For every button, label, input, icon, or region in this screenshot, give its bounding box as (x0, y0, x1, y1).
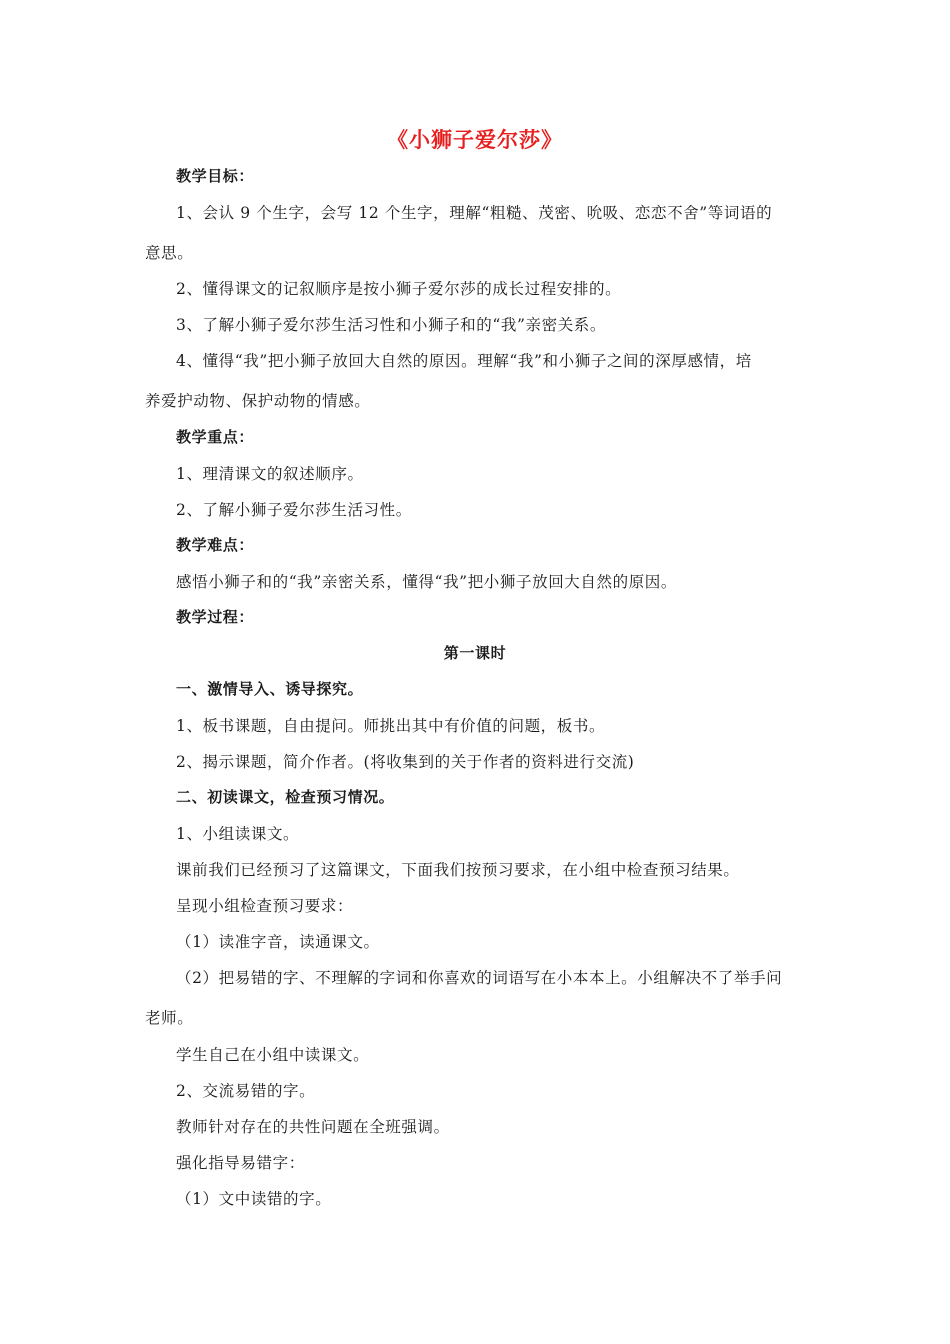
part-2-requirement-2-line-1: （2）把易错的字、不理解的字词和你喜欢的词语写在小本本上。小组解决不了举手问 (176, 969, 783, 987)
difficulty-heading: 教学难点： (176, 536, 255, 554)
lesson-heading: 第一课时 (443, 644, 507, 662)
part-2-requirement-2-line-2: 老师。 (145, 1009, 194, 1027)
part-2-guide-1: （1）文中读错的字。 (176, 1190, 332, 1208)
part-1-item-1: 1、板书课题，自由提问。师挑出其中有价值的问题，板书。 (176, 717, 606, 735)
part-2-guide: 强化指导易错字： (176, 1154, 305, 1172)
part-2-item-1-text: 课前我们已经预习了这篇课文，下面我们按预习要求，在小组中检查预习结果。 (176, 861, 740, 879)
key-point-2: 2、了解小狮子爱尔莎生活习性。 (176, 501, 412, 519)
process-heading: 教学过程： (176, 608, 255, 626)
part-2-requirements: 呈现小组检查预习要求： (176, 897, 354, 915)
goal-4-line-1: 4、懂得“我”把小狮子放回大自然的原因。理解“我”和小狮子之间的深厚感情，培 (176, 352, 752, 370)
part-2-item-2: 2、交流易错的字。 (176, 1082, 316, 1100)
difficulty-1: 感悟小狮子和的“我”亲密关系，懂得“我”把小狮子放回大自然的原因。 (176, 573, 677, 591)
part-2-item-1: 1、小组读课文。 (176, 825, 300, 843)
goal-3: 3、了解小狮子爱尔莎生活习性和小狮子和的“我”亲密关系。 (176, 316, 607, 334)
part-1-heading: 一、激情导入、诱导探究。 (176, 680, 364, 698)
part-2-requirement-1: （1）读准字音，读通课文。 (176, 933, 380, 951)
document-title: 《小狮子爱尔莎》 (387, 128, 563, 152)
part-1-item-2: 2、揭示课题，简介作者。(将收集到的关于作者的资料进行交流) (176, 753, 635, 771)
goals-heading: 教学目标： (176, 167, 255, 185)
part-2-item-2-text: 教师针对存在的共性问题在全班强调。 (176, 1118, 450, 1136)
goal-2: 2、懂得课文的记叙顺序是按小狮子爱尔莎的成长过程安排的。 (176, 280, 622, 298)
goal-1-line-1: 1、会认 9 个生字，会写 12 个生字，理解“粗糙、茂密、吮吸、恋恋不舍”等词语的 (176, 204, 773, 222)
key-point-1: 1、理清课文的叙述顺序。 (176, 465, 364, 483)
part-2-heading: 二、初读课文，检查预习情况。 (176, 788, 395, 806)
key-points-heading: 教学重点： (176, 428, 255, 446)
goal-1-line-2: 意思。 (145, 244, 194, 262)
part-2-self-reading: 学生自己在小组中读课文。 (176, 1046, 370, 1064)
goal-4-line-2: 养爱护动物、保护动物的情感。 (145, 392, 371, 410)
